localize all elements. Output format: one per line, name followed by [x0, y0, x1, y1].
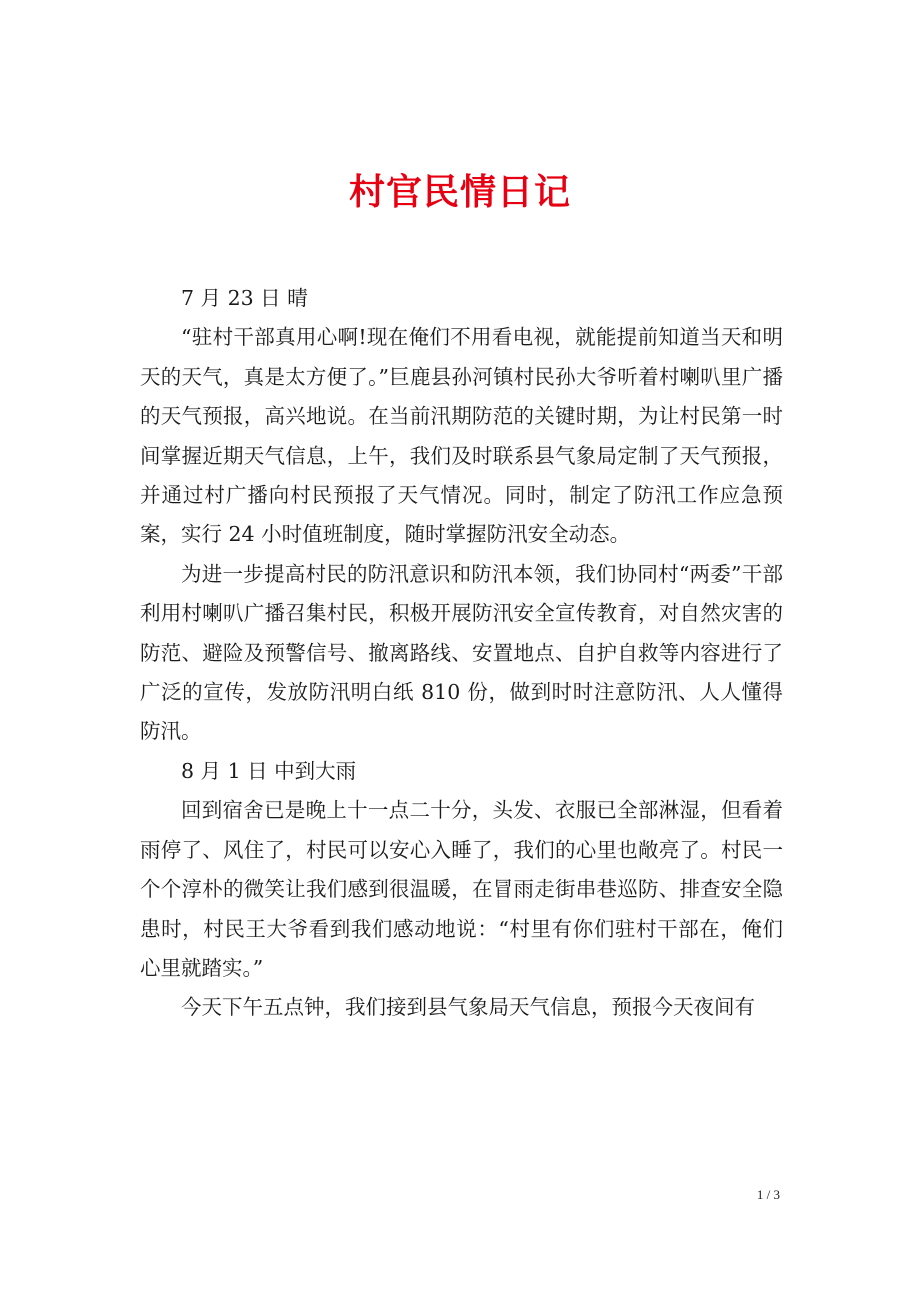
paragraph: 今天下午五点钟，我们接到县气象局天气信息，预报今天夜间有 [181, 995, 755, 1020]
paragraph: 为进一步提高村民的防汛意识和防汛本领，我们协同村“两委”干部利用村喇叭广播召集村民，积极开展防汛安全宣传教育，对自然灾害的防范、避险及预警信号、撤离路线、安置地点、自护自救等内容进行了广泛的宣传，发放防汛明白纸 810 份，做到时时注意防汛、人人懂得防汛。 [140, 561, 783, 744]
paragraph: “驻村干部真用心啊!现在俺们不用看电视，就能提前知道当天和明天的天气，真是太方便了。”巨鹿县孙河镇村民孙大爷听着村喇叭里广播的天气预报，高兴地说。在当前汛期防范的关键时期，为让村民第一时间掌握近期天气信息，上午，我们及时联系县气象局定制了天气预报，并通过村广播向村民预报了天气情况。同时，制定了防汛工作应急预案，实行 24 小时值班制度，随时掌握防汛安全动态。 [140, 325, 783, 547]
paragraph: 回到宿舍已是晚上十一点二十分，头发、衣服已全部淋湿，但看着雨停了、风住了，村民可以安心入睡了，我们的心里也敞亮了。村民一个个淳朴的微笑让我们感到很温暖，在冒雨走街串巷巡防、排查安全隐患时，村民王大爷看到我们感动地说：“村里有你们驻村干部在，俺们心里就踏实。” [140, 798, 783, 980]
document-body [140, 279, 783, 1028]
entry-date: 7 月 23 日 晴 [181, 286, 308, 310]
entry-date: 8 月 1 日 中到大雨 [181, 758, 357, 783]
page-number: 1 / 3 [756, 1187, 780, 1202]
document-title: 村官民情日记 [348, 171, 571, 214]
